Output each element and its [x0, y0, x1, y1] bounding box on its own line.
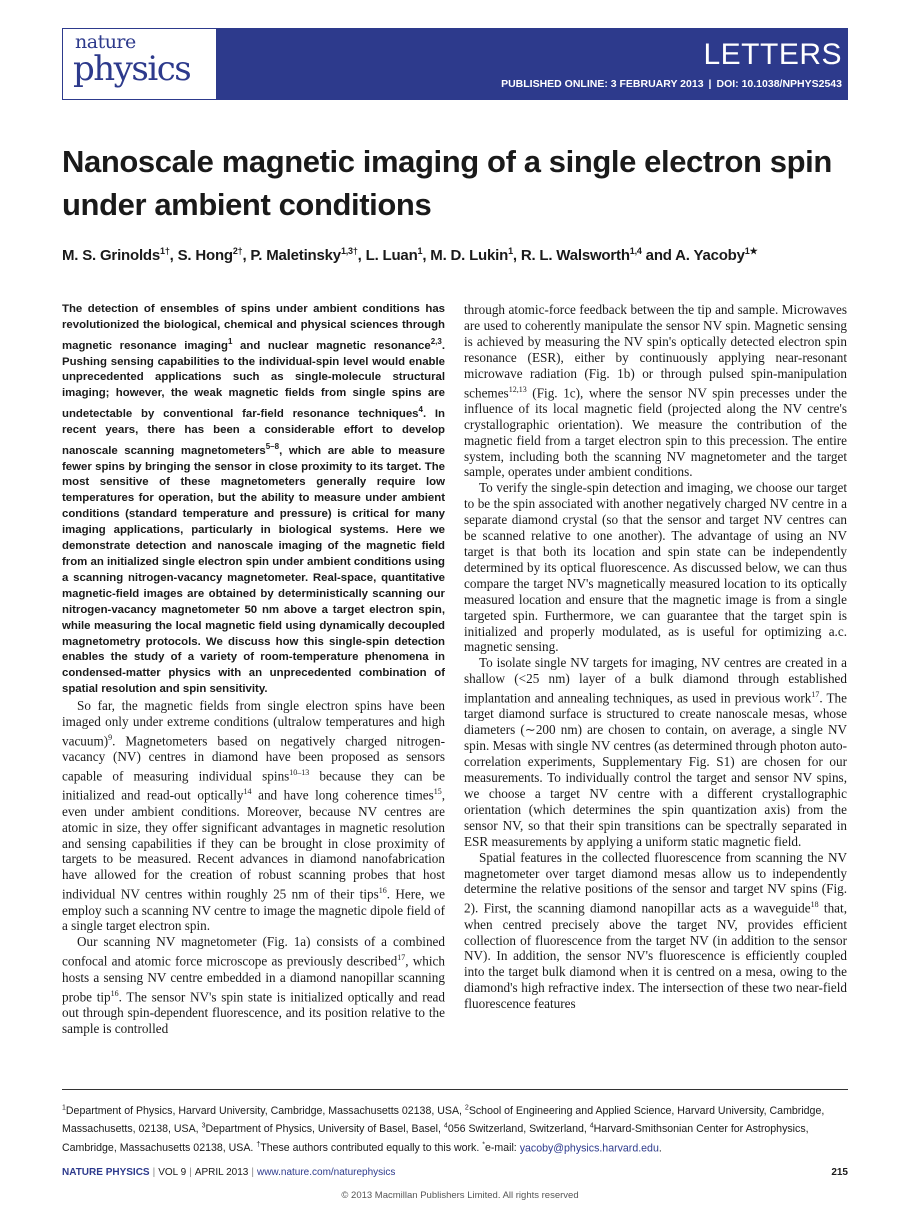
abstract: The detection of ensembles of spins under ambient conditions has revolutionized the biological, chemical and physical sciences through magnetic resonance imaging$^1$ and nuclear magnetic resonance$^{2,3}$. Pushing sensing capabilities to the individual-spin level would enable unprecedented applications such as single-molecule structural imaging; however, the weak magnetic fields from single spins are undetectable by conventional far-field resonance techniques$^4$. In recent years, there has been a considerable effort to develop nanoscale scanning magnetometers$^{5-8}$, which are able to measure fewer spins by bringing the sensor in close proximity to its target. The most sensitive of these magnetometers generally require low temperatures for operation, but the ability to measure under ambient conditions (standard temperature and pressure) is critical for many imaging applications, particularly in biological systems. Here we demonstrate detection and nanoscale imaging of the magnetic field from an initialized single electron spin under ambient conditions using a scanning nitrogen-vacancy magnetometer. Real-space, quantitative magnetic-field images are obtained by deterministically scanning our nitrogen-vacancy magnetometer 50 nm above a target electron spin, while measuring the local magnetic field using dynamically decoupled magnetometry protocols. We discuss how this single-spin detection enables the study of a variety of room-temperature phenomena in condensed-matter physics with an unprecedented combination of spatial resolution and spin sensitivity. — [62, 303, 445, 696]
body-paragraph: Spatial features in the collected fluorescence from scanning the NV magnetometer over target diamond mesas allow us to independently determine the relative positions of the sensor and target NV spins (Fig. 2). First, the scanning diamond nanopillar acts as a waveguide$^{18}$ that, when centred precisely above the target NV, provides efficient collection of fluorescence from the target NV (in addition to the sensor NV). In addition, the sensor NV's fluorescence is efficiently coupled into the target bulk diamond when it is centred on a mesa, owing to the diamond's high refractive index. The intersection of these two near-field fluorescence features — [464, 849, 847, 1012]
footer-volume: VOL 9 — [158, 1167, 187, 1178]
journal-logo[interactable] — [62, 28, 217, 100]
footer-divider: | — [251, 1167, 254, 1178]
section-label: LETTERS — [703, 38, 842, 71]
journal-url-link[interactable]: www.nature.com/naturephysics — [256, 1167, 396, 1178]
body-paragraph: through atomic-force feedback between the tip and sample. Microwaves are used to coherently manipulate the sensor NV spin. Magnetic sensing is achieved by measuring the NV spin's optically detected electron spin resonance (ESR), either by continuously applying near-resonant microwave radiation (Fig. 1b) or through pulsed spin-manipulation schemes$^{12,13}$ (Fig. 1c), where the sensor NV spin precesses under the influence of its local magnetic field (projected along the NV centre's crystallographic orientation). We measure the contribution of the magnetic field from a target electron spin to this precession. The entire system, including both the scanning NV magnetometer and the target sample, operates under ambient conditions. — [464, 302, 847, 480]
body-paragraph: To isolate single NV targets for imaging, NV centres are created in a shallow (<25 nm) layer of a bulk diamond through established implantation and annealing techniques, as used in previous work$^{17}$. The target diamond surface is structured to create nanoscale mesas, whose diameters (∼200 nm) are chosen to contain, on average, a single NV spin. Mesas with single NV centres (as determined through photon auto-correlation experiments, Supplementary Fig. S1) are chosen for our measurements. To individually control the target and sensor NV spins, we choose a target NV centre with a different crystallographic orientation (which determines the spin quantization axis) from the sensor NV, so that their spin transitions can be spectrally separated in ESR measurements by applying a uniform static magnetic field. — [464, 655, 847, 849]
doi[interactable]: DOI: 10.1038/NPHYS2543 — [716, 78, 842, 90]
right-column — [464, 302, 847, 1044]
footer-divider: | — [152, 1167, 156, 1178]
footnote-rule — [62, 1089, 848, 1090]
article-title: Nanoscale magnetic imaging of a single electron spin under ambient conditions — [62, 144, 832, 222]
footer-divider: | — [189, 1167, 192, 1178]
affiliations-text: $^1$Department of Physics, Harvard University, Cambridge, Massachusetts 02138, USA, $^2$School of Engineering and Applied Science, Harvard University, Cambridge, Massachusetts, 02138, USA, $^3$Department of Physics, University of Basel, Basel, $^4$056 Switzerland, Switzerland, $^4$Harvard-Smithsonian Center for Astrophysics, Cambridge, Massachusetts 02138, USA. †These authors contributed equally to this work. *e-mail: — [62, 1104, 825, 1155]
header-divider: | — [708, 78, 712, 90]
published-date: PUBLISHED ONLINE: 3 FEBRUARY 2013 — [501, 78, 704, 90]
footer-issue: APRIL 2013 — [194, 1167, 249, 1178]
body-paragraph: So far, the magnetic fields from single electron spins have been imaged only under extreme conditions (ultralow temperatures and high vacuum)$^9$. Magnetometers based on negatively charged nitrogen-vacancy (NV) centres in diamond have been proposed as sensors capable of measuring individual spins$^{10-13}$ because they can be initialized and read-out optically$^{14}$ and have long coherence times$^{15}$, even under ambient conditions. Moreover, because NV centres are atomic in size, they offer significant advantages in magnetic resolution and sensing capabilities if they can be brought in close proximity of targets to be measured. Recent advances in diamond nanofabrication have allowed for the creation of robust scanning probes that host individual NV centres within roughly 25 nm of their tips$^{16}$. Here, we employ such a scanning NV centre to image the magnetic dipole field of a single target electron spin. — [62, 698, 445, 934]
footer-journal: NATURE PHYSICS — [62, 1167, 150, 1178]
logo-nature-text: nature — [75, 31, 136, 53]
affiliations-end: . — [658, 1142, 662, 1155]
affiliations — [62, 1100, 848, 1157]
email-link[interactable]: yacoby@physics.harvard.edu — [519, 1142, 659, 1155]
publication-info — [501, 78, 842, 90]
page-footer — [62, 1167, 395, 1178]
left-column — [62, 302, 445, 1044]
copyright-notice: © 2013 Macmillan Publishers Limited. All rights reserved — [341, 1190, 579, 1201]
page-number: 215 — [831, 1167, 848, 1178]
body-paragraph: To verify the single-spin detection and imaging, we choose our target to be the spin associated with another negatively charged NV centre in a separate diamond crystal (so that the sensor and target NV centres can be scanned relative to one another). The advantage of using an NV target is that both its location and spin state can be independently determined by its optical fluorescence. As discussed below, we can thus compare the target NV's magnetically measured location to its optically measured location and ensure that the magnetic image is from a single targeted spin. Furthermore, we can guarantee that the target spin is initialized and properly modulated, as is useful for optimizing a.c. magnetic sensing. — [464, 480, 847, 655]
logo-physics-text: physics — [73, 49, 191, 89]
body-paragraph: Our scanning NV magnetometer (Fig. 1a) consists of a combined confocal and atomic force microscope as previously described$^{17}$, which hosts a sensing NV centre embedded in a diamond nanopillar scanning probe tip$^{16}$. The sensor NV's spin state is initialized optically and read out through spin-dependent fluorescence, and its position relative to the sample is controlled — [62, 934, 445, 1036]
author-list: M. S. Grinolds$^{1\dagger}$, S. Hong$^{2\dagger}$, P. Maletinsky$^{1,3\dagger}$, L. Luan$^1$, M. D. Lukin$^1$, R. L. Walsworth$^{1,4}$ and A. Yacoby$^{1★}$ — [62, 246, 758, 264]
